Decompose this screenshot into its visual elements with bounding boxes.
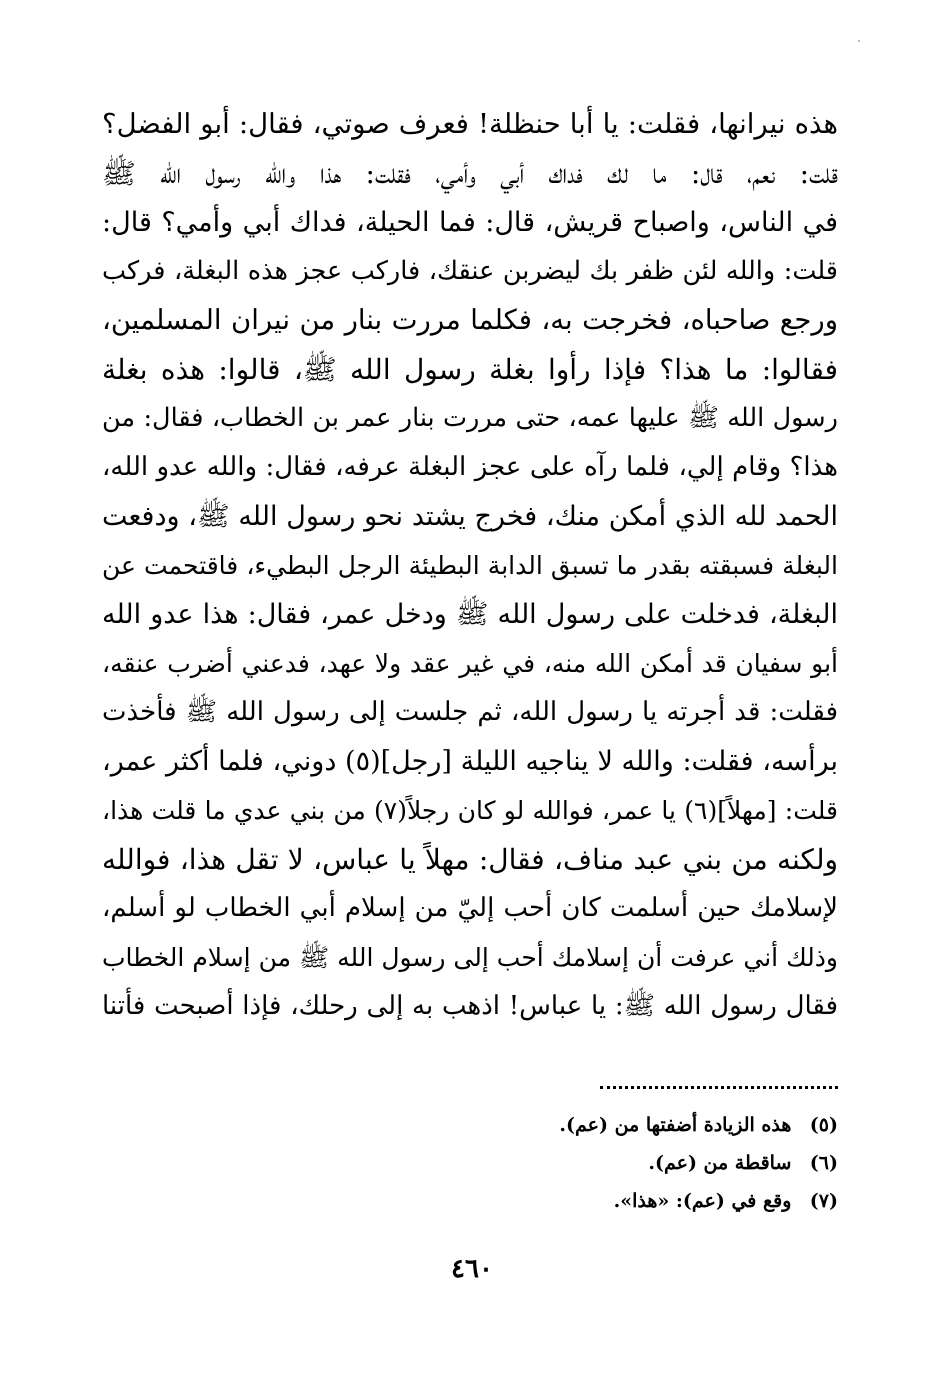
page-number: ٤٦٠	[451, 1254, 493, 1284]
footnote-text: وقع في (عم): «هذا».	[613, 1190, 792, 1212]
text-line: قلت: والله لئن ظفر بك ليضربن عنقك، فاركب عجز هذه البغلة، فركب	[102, 256, 838, 286]
text-line: وذلك أني عرفت أن إسلامك أحب إلى رسول الله ﷺ من إسلام الخطاب	[102, 943, 838, 972]
footnote-number: (٦)	[809, 1152, 838, 1174]
text-line: البغلة فسبقته بقدر ما تسبق الدابة البطيئة الرجل البطيء، فاقتحمت عن	[102, 551, 838, 580]
footnote-separator	[600, 1086, 838, 1095]
footnote	[300, 1106, 838, 1144]
text-line: البغلة، فدخلت على رسول الله ﷺ ودخل عمر، فقال: هذا عدو الله	[102, 599, 838, 630]
page-corner-mark	[858, 40, 860, 42]
text-line: الحمد لله الذي أمكن منك، فخرج يشتد نحو رسول الله ﷺ، ودفعت	[102, 501, 838, 532]
footnote-number: (٥)	[809, 1114, 838, 1136]
text-line: فقلت: قد أجرته يا رسول الله، ثم جلست إلى رسول الله ﷺ فأخذت	[102, 697, 838, 727]
text-line: رسول الله ﷺ عليها عمه، حتى مررت بنار عمر بن الخطاب، فقال: من	[102, 403, 838, 433]
text-line: هذا؟ وقام إلي، فلما رآه على عجز البغلة عرفه، فقال: والله عدو الله،	[102, 452, 838, 482]
text-line: أبو سفيان قد أمكن الله منه، في غير عقد ولا عهد، فدعني أضرب عنقه،	[102, 649, 838, 678]
text-line: هذه نيرانها، فقلت: يا أبا حنظلة! فعرف صوتي، فقال: أبو الفضل؟	[102, 108, 838, 140]
text-line: في الناس، واصباح قريش، قال: فما الحيلة، فداك أبي وأمي؟ قال:	[102, 207, 838, 238]
text-line: قلت: نعم، قال: ما لك فداك أبي وأمي، فقلت: هذا والله رسول الله ﷺ	[102, 157, 838, 190]
footnote	[300, 1182, 838, 1220]
main-text	[102, 100, 838, 1031]
footnote-text: ساقطة من (عم).	[648, 1152, 792, 1174]
footnote-number: (٧)	[809, 1190, 838, 1212]
text-line: فقالوا: ما هذا؟ فإذا رأوا بغلة رسول الله ﷺ، قالوا: هذه بغلة	[102, 353, 838, 386]
footnote-text: هذه الزيادة أضفتها من (عم).	[559, 1114, 792, 1136]
text-line: قلت: [مهلاً](٦) يا عمر، فوالله لو كان رجلاً(٧) من بني عدي ما قلت هذا،	[102, 796, 838, 825]
footnote	[300, 1144, 838, 1182]
text-line: فقال رسول الله ﷺ: يا عباس! اذهب به إلى رحلك، فإذا أصبحت فأتنا	[102, 991, 838, 1021]
text-line: لإسلامك حين أسلمت كان أحب إليّ من إسلام أبي الخطاب لو أسلم،	[102, 893, 838, 923]
text-line: برأسه، فقلت: والله لا يناجيه الليلة [رجل](٥) دوني، فلما أكثر عمر،	[102, 746, 838, 777]
text-line: ولكنه من بني عبد مناف، فقال: مهلاً يا عباس، لا تقل هذا، فوالله	[102, 843, 838, 876]
text-line: ورجع صاحباه، فخرجت به، فكلما مررت بنار من نيران المسلمين،	[102, 304, 838, 336]
footnotes	[300, 1106, 838, 1220]
